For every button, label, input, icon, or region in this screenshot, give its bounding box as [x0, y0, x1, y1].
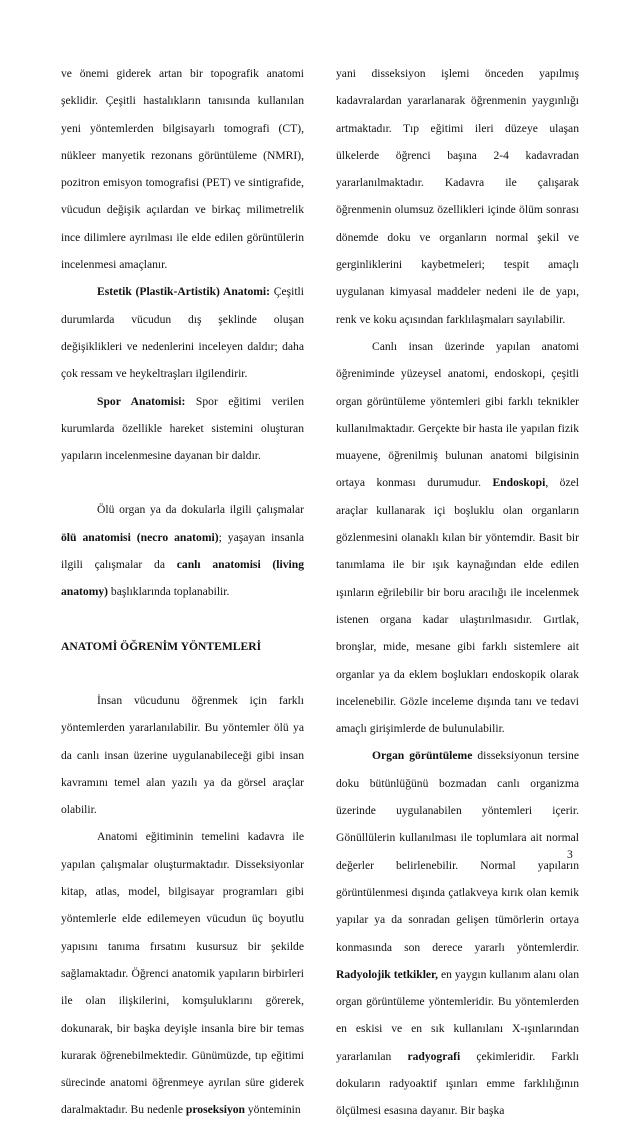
left-column: [61, 60, 304, 1124]
paragraph: [61, 388, 304, 470]
paragraph: yani disseksiyon işlemi önceden yapılmış kadavralardan yararlanarak öğrenmenin yaygınlığı artmaktadır. Tıp eğitimi ileri düzeye ulaşan ülkelerde öğrenci başına 2-4 kadavradan yararlanılmaktadır. Kadavra ile çalışarak öğrenmenin olumsuz özellikleri içinde ölüm sonrası dönemde doku ve organların normal şekil ve gerginliklerini kaybetmeleri; tespit amaçlı uygulanan kimyasal maddeler nedeni ile de yapı, renk ve koku açısından farklılaşmaları sayılabilir.: [336, 67, 579, 326]
paragraph-text: disseksiyonun tersine doku bütünlüğünü bozmadan canlı organizma üzerinde uygulanabilen yöntemleri içerir. Gönüllülerin kullanılması ile toplumlara ait normal değerler belirlenebilir. Normal yapıların görüntülenmesi dışında çatlakveya kırık olan kemik yapılar ya da sonradan gelişen tümörlerin ortaya konmasında son derece yararlı yöntemlerdir.: [336, 749, 579, 954]
spacer: [61, 606, 304, 633]
paragraph-text: yönteminin: [244, 1103, 301, 1117]
paragraph: [61, 823, 304, 1123]
paragraph-text: ; yaşayan insanla ilgili çalışmalar da: [61, 530, 304, 572]
paragraph-text: başlıklarında toplanabilir.: [108, 585, 230, 599]
term-endoskopi: Endoskopi: [492, 476, 546, 490]
spacer: [61, 469, 304, 496]
paragraph-text: çekimleridir. Farklı dokuların radyoaktif ışınları emme farklılığının ölçülmesi esasına dayanır. Bir başka: [336, 1049, 579, 1118]
right-column: [336, 60, 579, 1125]
paragraph-text: Çeşitli durumlarda vücudun dış şeklinde oluşan değişiklikleri ve nedenlerini inceleyen daldır; daha çok ressam ve heykeltraşları ilgilendirir.: [61, 285, 304, 381]
paragraph-text: , özel araçlar kullanarak içi boşluklu olan organların gözlenmesini olanaklı kılan bir yöntemdir. Basit bir tanımlama ile bir ışık kaynağından elde edilen ışınların eğrilebilir bir boru aracılığı ile incelenmek istenen organa kadar ulaştırılmasıdır. Gırtlak, bronşlar, mide, mesane gibi farklı sistemlere ait organlar ya da eklem boşlukları endoskopik olarak incelenebilir. Gözle inceleme dışında tanı ve tedavi amaçlı girişimlerde de bulunulabilir.: [336, 476, 579, 736]
term-radyografi: radyografi: [407, 1049, 461, 1063]
term-olu-anatomisi: ölü anatomisi (necro anatomi): [61, 530, 219, 544]
paragraph: İnsan vücudunu öğrenmek için farklı yöntemlerden yararlanılabilir. Bu yöntemler ölü ya da canlı insan üzerine uygulanabileceği gibi insan kavramını temel alan yazılı ya da görsel araçlar olabilir.: [61, 693, 304, 817]
paragraph: [336, 742, 579, 1124]
term-canli-anatomisi: canlı anatomisi (living anatomy): [61, 558, 304, 599]
term-organ-goruntuleme: Organ görüntüleme: [372, 749, 473, 763]
page-number: 3: [567, 848, 573, 861]
paragraph: [61, 496, 304, 605]
paragraph: ve önemi giderek artan bir topografik anatomi şeklidir. Çeşitli hastalıkların tanısında kullanılan yeni yöntemlerden bilgisayarlı tomografi (CT), nükleer manyetik rezonans görüntüleme (NMRI), pozitron emisyon tomografisi (PET) ve sintigrafide, vücudun değişik açılardan ve birkaç milimetrelik ince dilimlere ayrılması ile elde edilen görüntülerin incelenmesi amaçlanır.: [61, 67, 304, 272]
section-heading: ANATOMİ ÖĞRENİM YÖNTEMLERİ: [61, 639, 262, 653]
term-spor-anatomisi: Spor Anatomisi:: [97, 394, 186, 408]
term-proseksiyon: proseksiyon: [185, 1103, 245, 1117]
paragraph-text: Canlı insan üzerinde yapılan anatomi öğreniminde yüzeysel anatomi, endoskopi, çeşitli organ görüntüleme yöntemleri gibi farklı teknikler kullanılmaktadır. Gerçekte bir hasta ile yapılan fizik muayene, öğrenilmiş bulunan anatomi bilgisinin ortaya konması durumudur.: [336, 339, 579, 490]
term-estetik-anatomi: Estetik (Plastik-Artistik) Anatomi:: [97, 285, 270, 299]
paragraph: [336, 333, 579, 742]
spacer: [61, 660, 304, 687]
paragraph-text: en yaygın kullanım alanı olan organ görüntüleme yöntemleridir. Bu yöntemlerden en eskisi ve en sık kullanılanı X-ışınlarından yararlanılan: [336, 967, 579, 1063]
term-radyolojik-tetkikler: Radyolojik tetkikler,: [336, 967, 439, 981]
paragraph-text: Ölü organ ya da dokularla ilgili çalışmalar: [97, 503, 304, 517]
paragraph: [61, 278, 304, 387]
paragraph-text: Anatomi eğitiminin temelini kadavra ile yapılan çalışmalar oluşturmaktadır. Disseksiyonlar kitap, atlas, model, bilgisayar programları gibi yöntemlerle elde edilemeyen vücudun üç boyutlu yapısını tanıma fırsatını kusursuz bir şekilde sağlamaktadır. Öğrenci anatomik yapıların birbirleri ile olan ilişkilerini, komşuluklarını görerek, dokunarak, bir başka deyişle insanla bire bir temas kurarak öğrenebilmektedir. Günümüzde, tıp eğitimi sürecinde anatomi öğrenmeye ayrılan süre giderek daralmaktadır. Bu nedenle: [61, 830, 304, 1117]
paragraph-text: Spor eğitimi verilen kurumlarda özellikle hareket sistemini oluşturan yapıların incelenmesine dayanan bir daldır.: [61, 394, 304, 463]
